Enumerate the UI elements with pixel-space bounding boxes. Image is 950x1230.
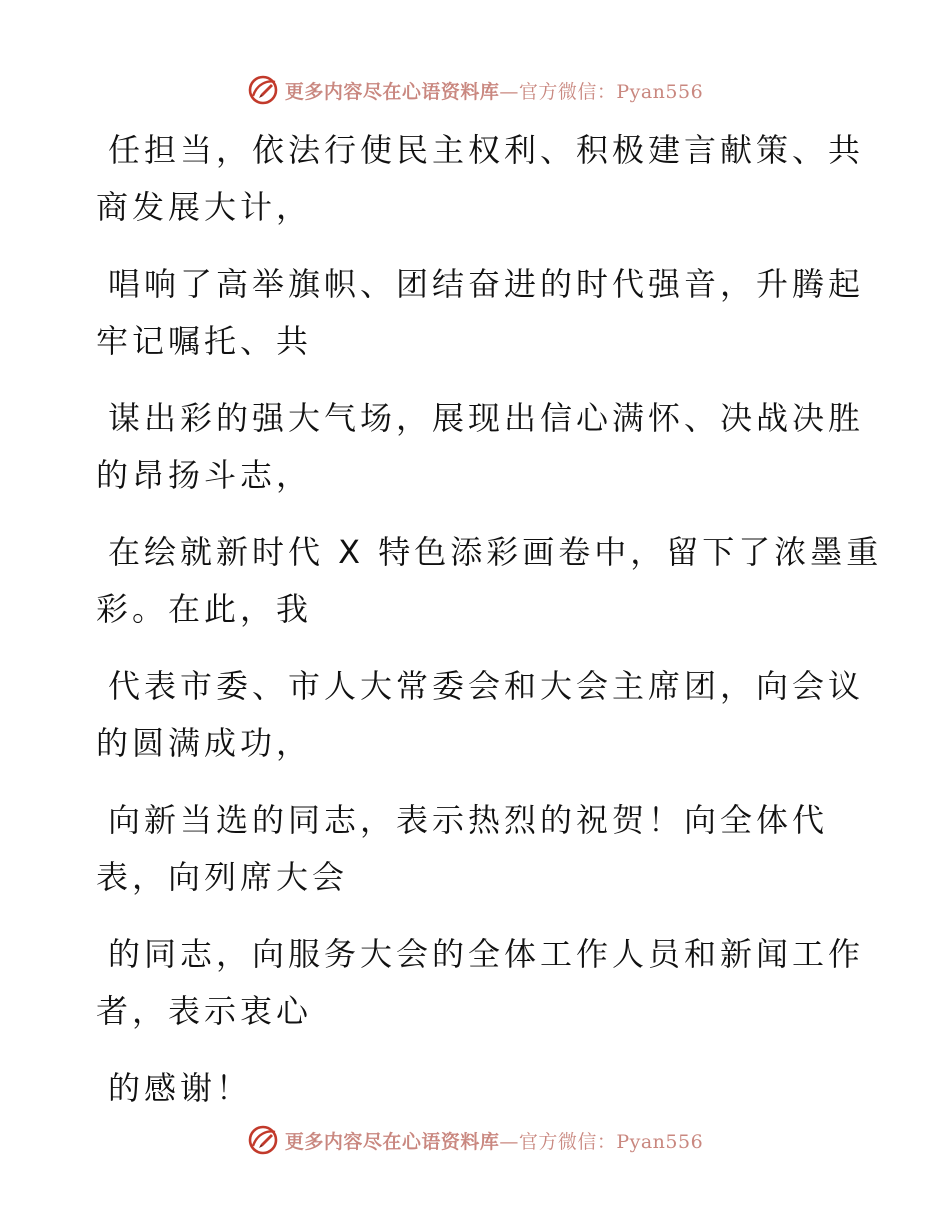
footer-banner-tail: —官方微信：Pyan556 — [499, 1130, 704, 1153]
paragraph — [96, 390, 865, 504]
paragraph-line: 在绘就新时代 X 特色添彩画卷中，留下了浓墨重 — [108, 533, 883, 571]
paragraph-line: 者，表示衷心 — [96, 992, 313, 1030]
header-banner-text — [285, 77, 703, 104]
paragraph-line: 代表市委、市人大常委会和大会主席团，向会议 — [108, 667, 865, 705]
paragraph-line: 的感谢！ — [108, 1069, 253, 1107]
paragraph — [96, 1060, 856, 1117]
paragraph — [96, 926, 865, 1040]
pen-logo-icon — [247, 74, 279, 106]
paragraph-line: 的同志，向服务大会的全体工作人员和新闻工作 — [108, 935, 865, 973]
paragraph-line: 向新当选的同志，表示热烈的祝贺！向全体代 — [108, 801, 829, 839]
paragraph-line: 谋出彩的强大气场，展现出信心满怀、决战决胜 — [108, 399, 865, 437]
header-banner — [0, 70, 950, 110]
footer-banner-lead: 更多内容尽在心语资料库 — [284, 1130, 500, 1153]
paragraph-line: 的圆满成功， — [96, 724, 313, 762]
paragraph — [96, 256, 865, 370]
footer-banner — [0, 1120, 950, 1160]
paragraph-line: 表，向列席大会 — [96, 858, 349, 896]
pen-logo-icon — [247, 1124, 279, 1156]
paragraph-line: 的昂扬斗志， — [96, 456, 313, 494]
paragraph — [96, 792, 856, 906]
footer-banner-text — [285, 1127, 703, 1154]
header-banner-tail: —官方微信：Pyan556 — [499, 80, 704, 103]
paragraph — [96, 122, 865, 236]
paragraph-line: 彩。在此，我 — [96, 590, 313, 628]
paragraph — [96, 658, 865, 772]
header-banner-lead: 更多内容尽在心语资料库 — [284, 80, 500, 103]
body-text — [96, 122, 883, 1137]
paragraph-line: 任担当，依法行使民主权利、积极建言献策、共 — [108, 131, 865, 169]
paragraph — [96, 524, 883, 638]
paragraph-line: 唱响了高举旗帜、团结奋进的时代强音，升腾起 — [108, 265, 865, 303]
paragraph-line: 商发展大计， — [96, 188, 313, 226]
paragraph-line: 牢记嘱托、共 — [96, 322, 313, 360]
